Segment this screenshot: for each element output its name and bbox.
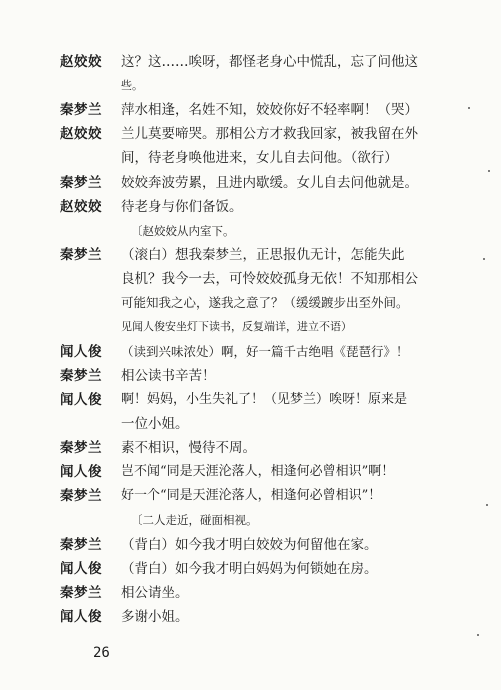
dialogue-text: （读到兴味浓处）啊，好一篇千古绝唱《琵琶行》！: [121, 344, 409, 359]
speaker-name: 秦梦兰: [60, 537, 102, 553]
speaker-name: 秦梦兰: [60, 488, 102, 504]
stage-direction-text: 〔二人走近，碰面相视。: [131, 513, 258, 527]
speaker-name: 闻人俊: [60, 464, 102, 480]
speaker-name: 秦梦兰: [60, 247, 102, 263]
dialogue-text: 待老身与你们备饭。: [121, 199, 243, 215]
speaker-name: 赵姣姣: [60, 54, 102, 70]
dialogue-text: 间，待老身唤他进来，女儿自去问他。（欲行）: [121, 150, 398, 166]
scan-speck: [468, 107, 470, 109]
dialogue-text: 萍水相逢，名姓不知，姣姣你好不轻率啊！（哭）: [121, 102, 418, 118]
speaker-name: 闻人俊: [60, 609, 102, 625]
dialogue-text: 岂不闻“同是天涯沦落人，相逢何必曾相识”啊！: [121, 464, 395, 479]
speaker-name: 秦梦兰: [60, 175, 102, 191]
stage-direction-text: 〔赵姣姣从内室下。: [131, 224, 235, 238]
speaker-name: 闻人俊: [60, 392, 102, 408]
dialogue-text: 这？这……唉呀，都怪老身心中慌乱，忘了问他这: [121, 54, 418, 70]
speaker-name: 赵姣姣: [60, 126, 102, 142]
speaker-name: 闻人俊: [60, 344, 102, 360]
page-number: 26: [93, 645, 110, 661]
dialogue-text: 素不相识，慢待不周。: [121, 440, 256, 456]
scan-speck: [488, 170, 490, 172]
dialogue-text: 多谢小姐。: [121, 609, 189, 625]
speaker-name: 秦梦兰: [60, 440, 102, 456]
dialogue-text: 姣姣奔波劳累，且进内歇缓。女儿自去问他就是。: [121, 175, 418, 191]
dialogue-text: 兰儿莫要啼哭。那相公方才救我回家，被我留在外: [121, 126, 418, 142]
speaker-name: 秦梦兰: [60, 585, 102, 601]
scan-speck: [477, 634, 479, 636]
dialogue-text: 些。: [121, 79, 143, 92]
speaker-name: 闻人俊: [60, 561, 102, 577]
dialogue-text: （背白）如今我才明白姣姣为何留他在家。: [121, 537, 378, 553]
speaker-name: 秦梦兰: [60, 368, 102, 384]
dialogue-text: （背白）如今我才明白妈妈为何锁她在房。: [121, 561, 378, 577]
dialogue-text: 可能知我之心，遂我之意了？（缓缓踱步出至外间。: [121, 295, 409, 310]
dialogue-text: 良机？我今一去，可怜姣姣孤身无依！不知那相公: [121, 271, 418, 287]
dialogue-text: 一位小姐。: [121, 416, 189, 432]
dialogue-text: 啊！妈妈，小生失礼了！（见梦兰）唉呀！原来是: [121, 392, 408, 407]
speaker-name: 赵姣姣: [60, 199, 102, 215]
dialogue-text: 相公读书辛苦！: [121, 368, 216, 384]
scan-speck: [486, 504, 488, 506]
scan-speck: [483, 258, 485, 260]
speaker-name: 秦梦兰: [60, 102, 102, 118]
dialogue-text: 相公请坐。: [121, 585, 189, 601]
dialogue-text: 见闻人俊安坐灯下读书，反复端详，进立不语）: [121, 320, 352, 333]
dialogue-text: 好一个“同是天涯沦落人，相逢何必曾相识”！: [121, 488, 382, 503]
dialogue-text: （滚白）想我秦梦兰，正思报仇无计，怎能失此: [121, 247, 405, 263]
